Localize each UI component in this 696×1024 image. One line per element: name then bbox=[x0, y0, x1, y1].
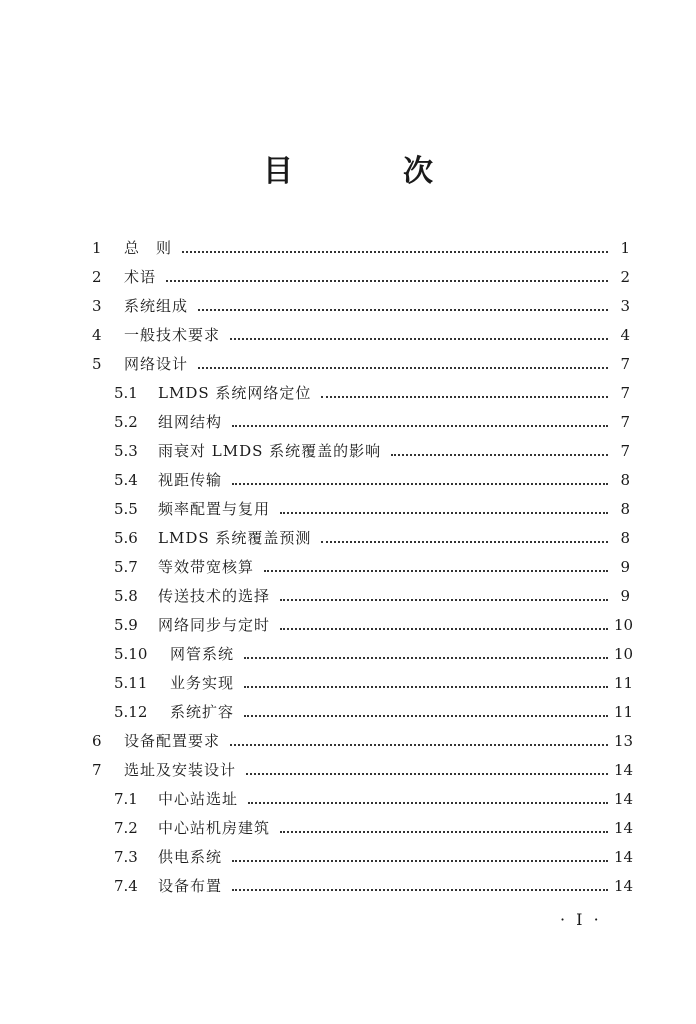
toc-entry-page: 8 bbox=[620, 471, 630, 489]
toc-entry[interactable] bbox=[114, 469, 630, 491]
toc-entry[interactable] bbox=[92, 295, 630, 317]
toc-entry-page: 14 bbox=[614, 819, 634, 837]
dot-leader bbox=[280, 511, 608, 514]
toc-entry-number: 5.5 bbox=[114, 500, 138, 518]
toc-entry-number: 5.2 bbox=[114, 413, 138, 431]
toc-entry-label: 系统组成 bbox=[124, 297, 189, 315]
dot-leader bbox=[230, 743, 608, 746]
dot-leader bbox=[280, 598, 608, 601]
toc-entry-label: 供电系统 bbox=[158, 848, 223, 866]
toc-entry-number: 5.1 bbox=[114, 384, 138, 402]
toc-entry[interactable] bbox=[114, 527, 630, 549]
toc-entry-number: 1 bbox=[92, 239, 102, 257]
dot-leader bbox=[232, 888, 608, 891]
dot-leader bbox=[280, 830, 608, 833]
toc-entry-number: 5.7 bbox=[114, 558, 138, 576]
dot-leader bbox=[244, 656, 608, 659]
toc-entry[interactable] bbox=[92, 266, 630, 288]
toc-entry[interactable] bbox=[92, 237, 630, 259]
toc-entry-label: LMDS 系统覆盖预测 bbox=[158, 529, 312, 547]
dot-leader bbox=[232, 859, 608, 862]
toc-entry-label: LMDS 系统网络定位 bbox=[158, 384, 312, 402]
toc-entry-label: 中心站机房建筑 bbox=[158, 819, 271, 837]
toc-entry-label: 网络设计 bbox=[124, 355, 189, 373]
toc-entry-label: 术语 bbox=[124, 268, 157, 286]
toc-entry-label: 系统扩容 bbox=[170, 703, 235, 721]
dot-leader bbox=[182, 250, 608, 253]
dot-leader bbox=[198, 366, 608, 369]
toc-entry-page: 8 bbox=[620, 529, 630, 547]
toc-entry-label: 视距传输 bbox=[158, 471, 223, 489]
toc-entry[interactable] bbox=[114, 643, 634, 665]
toc-entry[interactable] bbox=[114, 411, 630, 433]
toc-entry[interactable] bbox=[114, 817, 634, 839]
toc-entry-page: 11 bbox=[614, 703, 634, 721]
toc-entry-number: 5.10 bbox=[114, 645, 148, 663]
toc-entry-page: 7 bbox=[620, 413, 630, 431]
toc-entry-page: 2 bbox=[620, 268, 630, 286]
toc-entry-page: 7 bbox=[620, 442, 630, 460]
toc-entry-label: 中心站选址 bbox=[158, 790, 239, 808]
toc-entry-number: 3 bbox=[92, 297, 102, 315]
toc-entry-page: 11 bbox=[614, 674, 634, 692]
toc-entry[interactable] bbox=[114, 498, 630, 520]
page-footer-number: · I · bbox=[560, 910, 602, 929]
toc-entry-page: 8 bbox=[620, 500, 630, 518]
toc-entry-number: 5 bbox=[92, 355, 102, 373]
toc-entry[interactable] bbox=[114, 846, 634, 868]
toc-entry-number: 7.3 bbox=[114, 848, 138, 866]
toc-entry-page: 14 bbox=[614, 790, 634, 808]
toc-entry-number: 5.4 bbox=[114, 471, 138, 489]
dot-leader bbox=[232, 482, 608, 485]
toc-entry-number: 5.6 bbox=[114, 529, 138, 547]
dot-leader bbox=[321, 540, 608, 543]
toc-entry[interactable] bbox=[92, 730, 634, 752]
toc-entry-label: 网络同步与定时 bbox=[158, 616, 271, 634]
dot-leader bbox=[230, 337, 608, 340]
dot-leader bbox=[244, 685, 608, 688]
toc-entry-number: 5.8 bbox=[114, 587, 138, 605]
toc-entry-label: 雨衰对 LMDS 系统覆盖的影响 bbox=[158, 442, 382, 460]
toc-entry-page: 9 bbox=[620, 558, 630, 576]
toc-entry-page: 1 bbox=[620, 239, 630, 257]
toc-entry-number: 7.4 bbox=[114, 877, 138, 895]
toc-entry-label: 组网结构 bbox=[158, 413, 223, 431]
toc-entry-label: 选址及安装设计 bbox=[124, 761, 237, 779]
toc-entry-number: 5.9 bbox=[114, 616, 138, 634]
toc-entry-page: 13 bbox=[614, 732, 634, 750]
toc-entry-page: 10 bbox=[614, 645, 634, 663]
toc-entry[interactable] bbox=[114, 701, 634, 723]
toc-entry-number: 2 bbox=[92, 268, 102, 286]
dot-leader bbox=[280, 627, 608, 630]
toc-entry[interactable] bbox=[114, 614, 634, 636]
toc-entry-page: 7 bbox=[620, 355, 630, 373]
toc-entry-label: 频率配置与复用 bbox=[158, 500, 271, 518]
toc-entry-label: 业务实现 bbox=[170, 674, 235, 692]
toc-entry-number: 7 bbox=[92, 761, 102, 779]
toc-entry-number: 5.11 bbox=[114, 674, 148, 692]
toc-entry[interactable] bbox=[114, 382, 630, 404]
toc-entry-number: 5.3 bbox=[114, 442, 138, 460]
dot-leader bbox=[391, 453, 608, 456]
toc-entry[interactable] bbox=[114, 585, 630, 607]
toc-entry-label: 总 则 bbox=[124, 239, 173, 257]
toc-entry-page: 10 bbox=[614, 616, 634, 634]
toc-entry-label: 设备布置 bbox=[158, 877, 223, 895]
dot-leader bbox=[264, 569, 608, 572]
dot-leader bbox=[166, 279, 608, 282]
toc-entry[interactable] bbox=[114, 556, 630, 578]
toc-entry-number: 6 bbox=[92, 732, 102, 750]
toc-entry[interactable] bbox=[92, 324, 630, 346]
dot-leader bbox=[232, 424, 608, 427]
dot-leader bbox=[244, 714, 608, 717]
toc-entry-page: 14 bbox=[614, 848, 634, 866]
toc-entry[interactable] bbox=[92, 759, 634, 781]
toc-entry-number: 5.12 bbox=[114, 703, 148, 721]
toc-entry-page: 14 bbox=[614, 877, 634, 895]
toc-entry-label: 一般技术要求 bbox=[124, 326, 221, 344]
toc-entry[interactable] bbox=[114, 440, 630, 462]
toc-entry-label: 设备配置要求 bbox=[124, 732, 221, 750]
dot-leader bbox=[248, 801, 608, 804]
toc-entry-page: 4 bbox=[620, 326, 630, 344]
toc-entry-page: 9 bbox=[620, 587, 630, 605]
toc-entry-number: 7.2 bbox=[114, 819, 138, 837]
dot-leader bbox=[321, 395, 608, 398]
toc-entry[interactable] bbox=[114, 875, 634, 897]
dot-leader bbox=[198, 308, 608, 311]
dot-leader bbox=[246, 772, 608, 775]
toc-entry-number: 4 bbox=[92, 326, 102, 344]
toc-entry-label: 等效带宽核算 bbox=[158, 558, 255, 576]
toc-entry-label: 传送技术的选择 bbox=[158, 587, 271, 605]
toc-entry-number: 7.1 bbox=[114, 790, 138, 808]
toc-entry-page: 3 bbox=[620, 297, 630, 315]
page-title: 目 次 bbox=[263, 154, 473, 189]
toc-entry[interactable] bbox=[114, 672, 634, 694]
toc-entry[interactable] bbox=[114, 788, 634, 810]
toc-entry-label: 网管系统 bbox=[170, 645, 235, 663]
toc-entry-page: 14 bbox=[614, 761, 634, 779]
toc-entry-page: 7 bbox=[620, 384, 630, 402]
toc-entry[interactable] bbox=[92, 353, 630, 375]
